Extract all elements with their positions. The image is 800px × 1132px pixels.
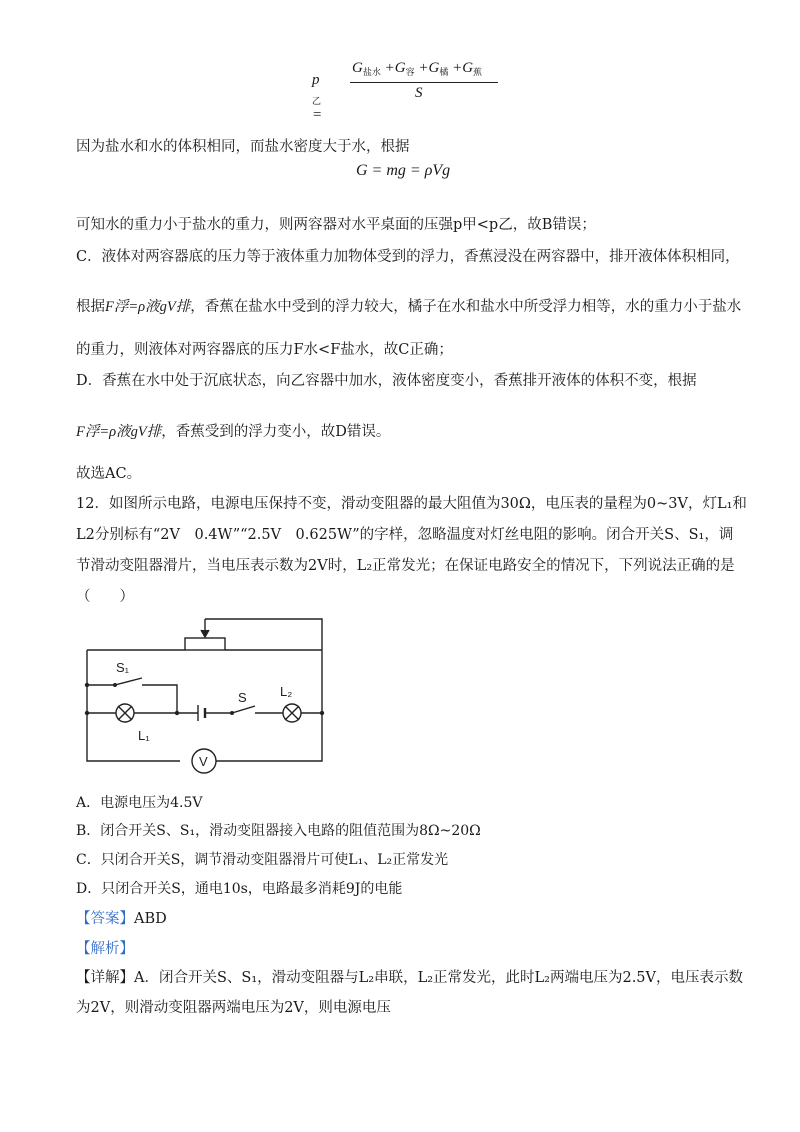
paragraph-volume: 因为盐水和水的体积相同，而盐水密度大于水，根据 bbox=[76, 139, 410, 155]
paragraph-pressure: 可知水的重力小于盐水的重力，则两容器对水平桌面的压强p甲<p乙，故B错误； bbox=[76, 217, 596, 233]
option-b: B．闭合开关S、S₁，滑动变阻器接入电路的阻值范围为8Ω~20Ω bbox=[76, 823, 481, 839]
question-12-line3: 节滑动变阻器滑片，当电压表示数为2V时，L₂正常发光；在保证电路安全的情况下，下列说法正确的是 bbox=[76, 558, 735, 574]
answer-value: ABD bbox=[134, 911, 167, 927]
paragraph-c-line1: C．液体对两容器底的压力等于液体重力加物体受到的浮力，香蕉浸没在两容器中，排开液体体积相同， bbox=[76, 249, 740, 265]
switch-s bbox=[232, 706, 255, 713]
question-12-line1: 12．如图所示电路，电源电压保持不变，滑动变阻器的最大阻值为30Ω，电压表的量程为0~3V，灯L₁和 bbox=[76, 496, 747, 512]
buoyancy-formula: F浮=ρ液gV排 bbox=[105, 299, 191, 315]
formula-denominator: S bbox=[415, 85, 423, 101]
option-d: D．只闭合开关S，通电10s，电路最多消耗9J的电能 bbox=[76, 881, 403, 897]
answer-tag: 【答案】 bbox=[76, 911, 134, 927]
paragraph-d-line1: D．香蕉在水中处于沉底状态，向乙容器中加水，液体密度变小，香蕉排开液体的体积不变，根据 bbox=[76, 373, 697, 389]
l2-label: L₂ bbox=[280, 684, 293, 699]
rheostat bbox=[185, 638, 225, 650]
s1-label: S₁ bbox=[116, 660, 130, 675]
detail-line1: 【详解】A．闭合开关S、S₁，滑动变阻器与L₂串联，L₂正常发光，此时L₂两端电压为2.5V，电压表示数 bbox=[76, 970, 744, 986]
paragraph-c-line3: 的重力，则液体对两容器底的压力F水<F盐水，故C正确； bbox=[76, 342, 453, 358]
option-a: A．电源电压为4.5V bbox=[76, 795, 203, 811]
switch-s1 bbox=[115, 678, 142, 685]
circuit-diagram bbox=[80, 610, 340, 785]
fraction-bar bbox=[350, 82, 498, 83]
formula-numerator: $G_{盐水} +G_容 +G_橘 +G_蕉$ bbox=[352, 60, 483, 77]
choose-answer: 故选AC。 bbox=[76, 466, 142, 482]
question-12-line4: （ ） bbox=[76, 589, 134, 605]
analysis-tag: 【解析】 bbox=[76, 941, 134, 957]
question-12-line2: L2分别标有“2V 0.4W”“2.5V 0.625W”的字样，忽略温度对灯丝电阻的影响。闭合开关S、S₁，调 bbox=[76, 527, 734, 543]
paragraph-c-line2: 根据F浮=ρ液gV排，香蕉在盐水中受到的浮力较大，橘子在水和盐水中所受浮力相等，水的重力小于盐水 bbox=[76, 299, 742, 315]
buoyancy-formula-2: F浮=ρ液gV排 bbox=[76, 424, 162, 440]
l1-label: L₁ bbox=[138, 728, 150, 743]
formula-lhs: $p_乙=$ bbox=[312, 72, 323, 123]
gravity-formula: G = mg = ρVg bbox=[356, 162, 451, 179]
s-label: S bbox=[238, 690, 247, 705]
v-label: V bbox=[199, 754, 208, 769]
option-c: C．只闭合开关S，调节滑动变阻器滑片可使L₁、L₂正常发光 bbox=[76, 852, 449, 868]
paragraph-d-line2: F浮=ρ液gV排，香蕉受到的浮力变小，故D错误。 bbox=[76, 424, 391, 440]
answer-line bbox=[76, 907, 167, 928]
detail-line2: 为2V，则滑动变阻器两端电压为2V，则电源电压 bbox=[76, 1000, 391, 1016]
detail-tag: 【详解】 bbox=[76, 970, 134, 986]
